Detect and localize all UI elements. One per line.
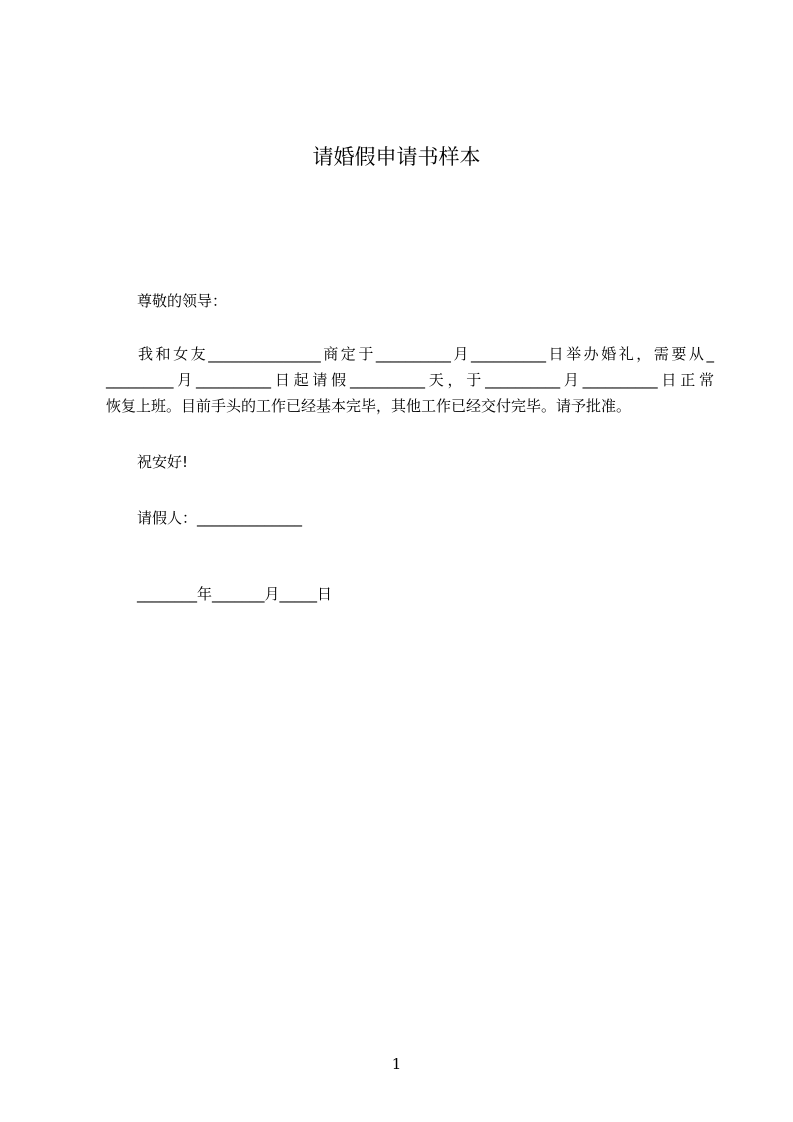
signer-line: 请假人：______________ <box>137 509 303 527</box>
body-line: 我和女友_______________商定于__________月__________日举办婚礼，需要从_ <box>138 345 714 363</box>
document-title: 请婚假申请书样本 <box>312 145 481 169</box>
greeting-line: 尊敬的领导： <box>137 292 228 310</box>
closing-line: 祝安好! <box>137 453 189 471</box>
date-line: ________年_______月_____日 <box>137 585 333 603</box>
body-line: _________月__________日起请假__________天，于__________月__________日正常 <box>106 371 714 389</box>
body-line: 恢复上班。目前手头的工作已经基本完毕，其他工作已经交付完毕。请予批准。 <box>106 397 632 415</box>
body-paragraph <box>106 344 714 422</box>
page-number: 1 <box>391 1055 402 1073</box>
